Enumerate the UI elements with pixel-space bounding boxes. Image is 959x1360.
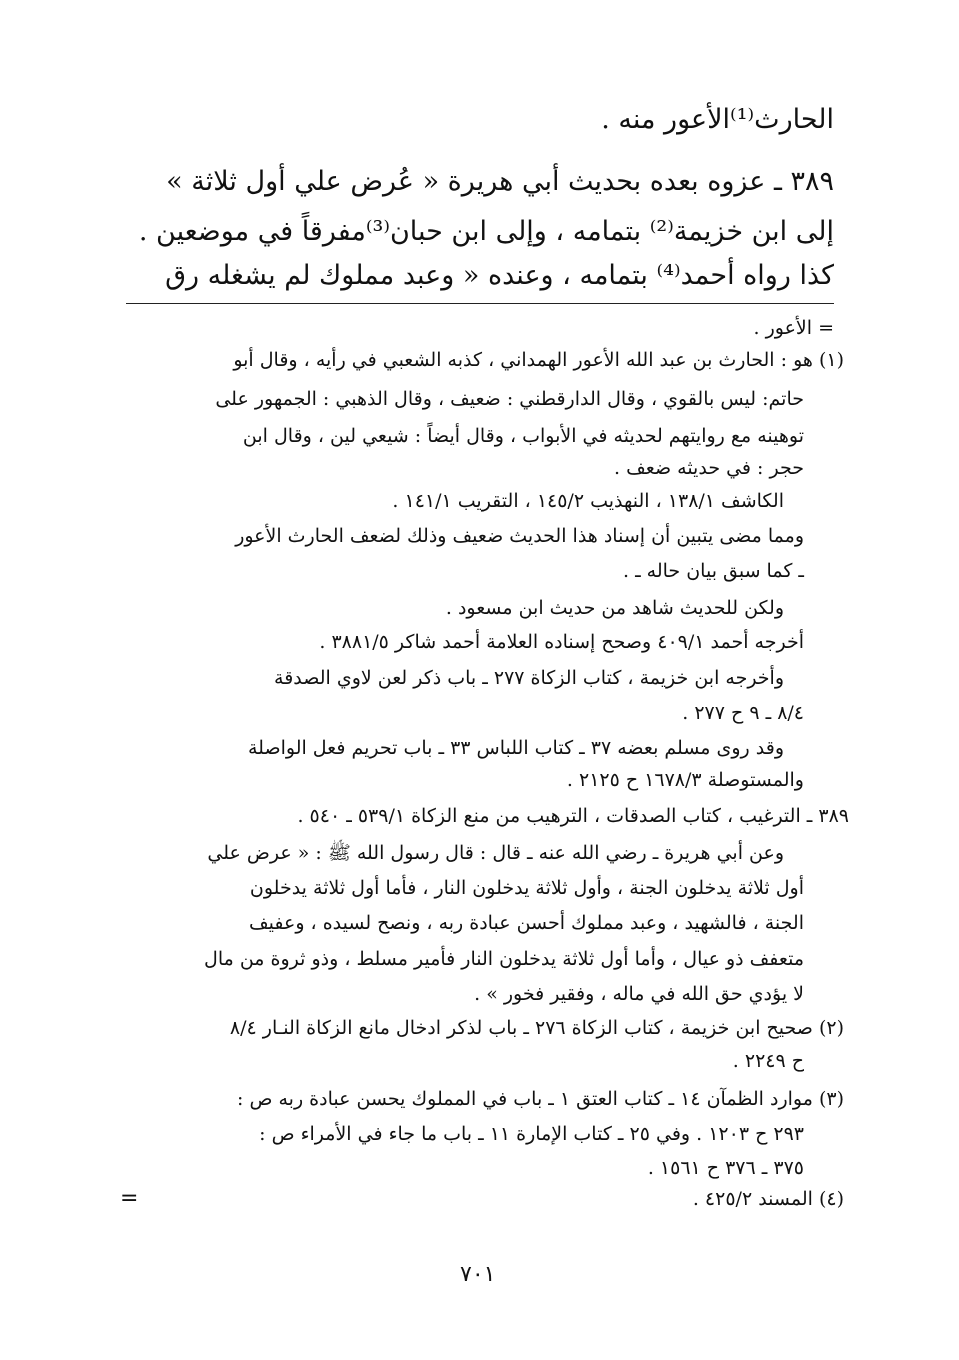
footnote-line: حاتم: ليس بالقوي ، وقال الدارقطني : ضعيف ، وقال الذهبي : الجمهور على xyxy=(215,388,804,410)
footnote-line: (٣) موارد الظمآن ١٤ ـ كتاب العتق ١ ـ باب في المملوك يحسن عبادة ربه ص : xyxy=(237,1088,844,1110)
main-line-3: إلى ابن خزيمة⁽²⁾ بتمامه ، وإلى ابن حبان⁽³⁾مفرقاً في موضعين . xyxy=(138,216,834,247)
footnote-line: ٣٨٩ ـ الترغيب ، كتاب الصدقات ، الترهيب من منع الزكاة ٥٣٩/١ ـ ٥٤٠ . xyxy=(297,805,849,827)
footnote-line: (٢) صحيح ابن خزيمة ، كتاب الزكاة ٢٧٦ ـ باب لذكر ادخال مانع الزكاة النـار ٨/٤ xyxy=(229,1017,844,1039)
footnote-line: وعن أبي هريرة ـ رضي الله عنه ـ قال : قال رسول الله ﷺ : « عرض علي xyxy=(207,842,784,864)
footnote-line: (١) هو : الحارث بن عبد الله الأعور الهمداني ، كذبه الشعبي في رأيه ، وقال أبو xyxy=(233,349,844,371)
footnote-line: ومما مضى يتبين أن إسناد هذا الحديث ضعيف وذلك لضعف الحارث الأعور xyxy=(235,525,804,547)
footnote-line: أول ثلاثة يدخلون الجنة ، وأول ثلاثة يدخلون النار ، فأما أول ثلاثة يدخلون xyxy=(249,877,804,899)
footnote-line: ٣٧٥ ـ ٣٧٦ ح ١٥٦١ . xyxy=(647,1157,804,1179)
footnote-line: الجنة ، فالشهيد ، وعبد مملوك أحسن عبادة ربه ، ونصح لسيده ، وعفيف xyxy=(248,912,804,934)
footnote-line: متعفف ذو عيال ، وأما أول ثلاثة يدخلون النار فأمير مسلط ، وذو ثروة من مال xyxy=(204,948,804,970)
footnote-separator xyxy=(126,303,834,304)
footnote-line: لا يؤدي حق الله في ماله ، وفقير فخور » . xyxy=(474,983,804,1005)
footnote-line: توهينه مع روايتهم لحديثه في الأبواب ، وقال أيضاً : شيعي لين ، وقال ابن xyxy=(242,425,804,447)
footnote-line: ـ كما سبق بيان حاله ـ . xyxy=(622,560,804,582)
footnote-line: الكاشف ١٣٨/١ ، النهذيب ١٤٥/٢ ، التقريب ١٤١/١ . xyxy=(392,490,784,512)
footnote-line: ح ٢٢٤٩ . xyxy=(732,1050,804,1072)
main-line-1: الحارث⁽¹⁾الأعور منه . xyxy=(601,104,834,135)
footnote-line: وقد روى مسلم بعضه ٣٧ ـ كتاب اللباس ٣٣ ـ باب تحريم فعل الواصلة xyxy=(247,737,784,759)
footnote-line: ٨/٤ ـ ٩ ح ٢٧٧ . xyxy=(682,702,804,724)
footnote-line: وأخرجه ابن خزيمة ، كتاب الزكاة ٢٧٧ ـ باب ذكر لعن لاوي الصدقة xyxy=(274,667,784,689)
footnote-line: والمستوصلة ١٦٧٨/٣ ح ٢١٢٥ . xyxy=(566,769,804,791)
page-number: ٧٠١ xyxy=(460,1262,496,1287)
footnote-line: أخرجه أحمد ٤٠٩/١ وصحح إسناده العلامة أحمد شاكر ٣٨٨١/٥ . xyxy=(319,631,804,653)
continuation-mark: = xyxy=(120,1186,139,1211)
main-line-2: ٣٨٩ ـ عزوه بعده بحديث أبي هريرة « عُرض علي أول ثلاثة » xyxy=(166,166,834,197)
footnote-line: ٢٩٣ ح ١٢٠٣ . وفي ٢٥ ـ كتاب الإمارة ١١ ـ باب ما جاء في الأمراء ص : xyxy=(259,1123,804,1145)
footnote-line: = الأعور . xyxy=(753,317,834,339)
main-line-4: كذا رواه أحمد⁽⁴⁾ بتمامه ، وعنده « وعبد مملوك لم يشغله رق xyxy=(165,260,834,291)
footnote-line: حجر : في حديثه ضعف . xyxy=(614,457,804,479)
footnote-line: (٤) المسند ٤٢٥/٢ . xyxy=(692,1188,844,1210)
footnote-line: ولكن للحديث شاهد من حديث ابن مسعود . xyxy=(445,597,784,619)
